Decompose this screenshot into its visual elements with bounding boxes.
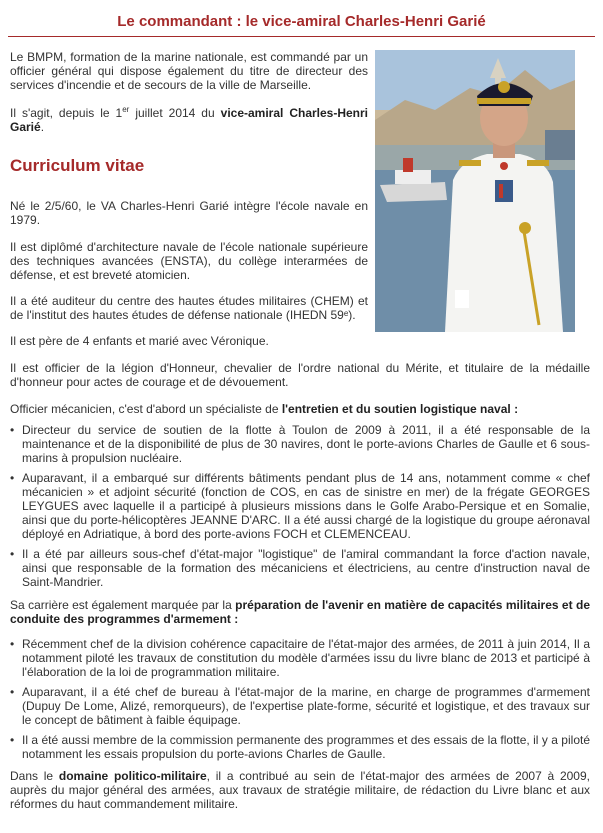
cv-bold: l'entretien et du soutien logistique naval : — [281, 402, 519, 416]
bullet: • — [10, 685, 15, 699]
programmes-list — [10, 637, 590, 767]
cv-bold: préparation de l'avenir en matière de capacités militaires et de conduite des programmes d'armement : — [10, 598, 590, 626]
ordinal-sup: er — [122, 105, 130, 114]
list-item — [10, 547, 590, 589]
bullet: • — [10, 733, 15, 747]
list-item-text: Il a été aussi membre de la commission permanente des programmes et des essais de la flotte, il y a piloté notamment les essais propulsion du porte-avions Charles de Gaulle. — [22, 733, 590, 761]
list-item — [10, 685, 590, 727]
list-item-text: Récemment chef de la division cohérence capacitaire de l'état-major des armées, de 2011 à juin 2014, Il a notamment piloté les travaux de constitution du modèle d'armées issu du livre blanc de 2013 et participé à l'élaboration de la loi de programmation militaire. — [22, 637, 590, 679]
list-item-text: Auparavant, il a été chef de bureau à l'état-major de la marine, en charge de programmes d'armement (Dupuy De Lome, Alizé, remorqueurs), de l'expertise plate-forme, sécurité et logistique, et des travaux sur le concept de bâtiment à faible équipage. — [22, 685, 590, 727]
cv-birth: Né le 2/5/60, le VA Charles-Henri Garié intègre l'école navale en 1979. — [10, 199, 368, 227]
list-item — [10, 733, 590, 761]
bullet: • — [10, 637, 15, 651]
intro-commander-paragraph — [10, 106, 368, 134]
list-item-text: Il a été par ailleurs sous-chef d'état-major "logistique" de l'amiral commandant la force d'action navale, ainsi que responsable de la formation des mécaniciens et électriciens, au centre d'instruction naval de Saint-Mandrier. — [22, 547, 590, 589]
intro-text: juillet 2014 du — [129, 106, 221, 120]
page-title: Le commandant : le vice-amiral Charles-Henri Garié — [8, 8, 595, 37]
list-item-text: Directeur du service de soutien de la flotte à Toulon de 2009 à 2011, il a été responsable de la maintenance et de la disponibilité de plus de 30 navires, dont le porte-avions Charles de Gaulle et 6 sous-marins à propulsion nucléaire. — [22, 423, 590, 465]
section-heading-cv: Curriculum vitae — [10, 156, 145, 175]
intro-paragraph: Le BMPM, formation de la marine nationale, est commandé par un officier général qui dispose également du titre de directeur des services d'incendie et de secours de la ville de Marseille. — [10, 50, 368, 92]
bullet: • — [10, 471, 15, 485]
cv-auditor: Il a été auditeur du centre des hautes études militaires (CHEM) et de l'institut des hautes études de défense nationale (IHEDN 59ᵉ). — [10, 294, 368, 322]
list-item — [10, 637, 590, 679]
intro-text: Il s'agit, depuis le 1 — [10, 106, 123, 120]
cv-career-intro — [10, 598, 590, 626]
list-item-text: Auparavant, il a embarqué sur différents bâtiments pendant plus de 14 ans, notamment comme « chef mécanicien » et adjoint sécurité (fonction de COS, en cas de sinistre en mer) de la frégate GEORGES LEYGUES avec laquelle il a participé à plusieurs missions dans le Golfe Arabo-Persique et en Somalie, ainsi que du porte-hélicoptères JEANNE D'ARC. Il a été aussi chargé de la logistique du groupe aéronaval déployé en Adriatique, à bord des porte-avions FOCH et CLEMENCEAU. — [22, 471, 590, 541]
cv-text: Sa carrière est également marquée par la — [10, 598, 236, 612]
bullet: • — [10, 547, 15, 561]
cv-family: Il est père de 4 enfants et marié avec Véronique. — [10, 334, 269, 348]
cv-bold: domaine politico-militaire — [58, 769, 207, 783]
intro-text: . — [40, 120, 45, 134]
list-item — [10, 471, 590, 541]
cv-text: Dans le — [10, 769, 59, 783]
list-item — [10, 423, 590, 465]
admiral-photo — [375, 50, 575, 332]
logistics-list — [10, 423, 590, 595]
cv-mechanic-intro — [10, 402, 590, 416]
commander-name: vice-amiral Charles-Henri Garié — [10, 106, 369, 134]
cv-text: Officier mécanicien, c'est d'abord un spécialiste de — [10, 402, 282, 416]
bullet: • — [10, 423, 15, 437]
cv-politico-military — [10, 769, 590, 811]
cv-honours: Il est officier de la légion d'Honneur, chevalier de l'ordre national du Mérite, et titulaire de la médaille d'honneur pour actes de courage et de dévouement. — [10, 361, 590, 389]
cv-diploma: Il est diplômé d'architecture navale de l'école nationale supérieure des techniques avancées (ENSTA), du collège interarmées de défense, et est breveté atomicien. — [10, 240, 368, 282]
cv-text: , il a contribué au sein de l'état-major des armées de 2007 à 2009, auprès du major général des armées, aux travaux de stratégie militaire, de rédaction du Livre blanc et aux réformes du haut commandement militaire. — [10, 769, 590, 811]
